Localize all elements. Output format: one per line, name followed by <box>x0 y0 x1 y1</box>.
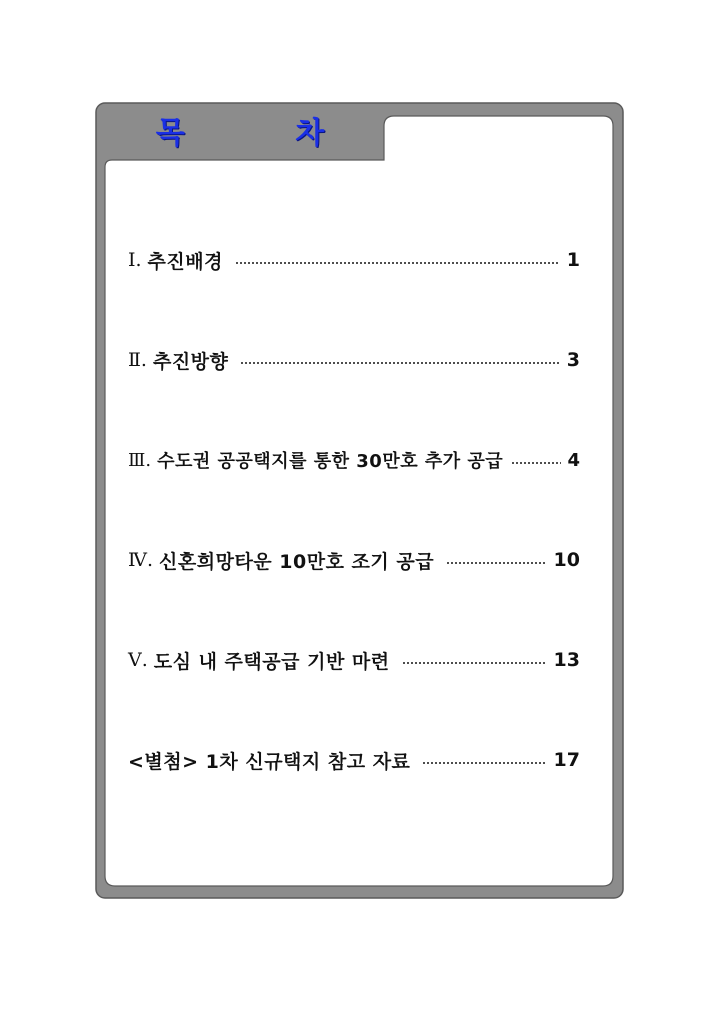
toc-entry-label: 추진배경 <box>147 250 223 273</box>
toc-entry[interactable] <box>128 638 580 682</box>
toc-entry-label: 수도권 공공택지를 통한 30만호 추가 공급 <box>157 451 504 472</box>
toc-entry-label: 신혼희망타운 10만호 조기 공급 <box>159 550 435 573</box>
toc-entry-page: 3 <box>566 349 580 371</box>
toc-entry-page: 10 <box>553 549 580 571</box>
dot-leader <box>511 462 561 464</box>
toc-entry-label: 도심 내 주택공급 기반 마련 <box>153 650 390 673</box>
toc-entry-page: 13 <box>553 649 580 671</box>
toc-entry-label: 추진방향 <box>152 350 229 373</box>
toc-entry-number: Ⅲ. <box>128 449 152 471</box>
dot-leader <box>446 562 545 564</box>
toc-entry[interactable] <box>128 538 580 582</box>
toc-entry[interactable] <box>128 438 580 482</box>
toc-entry[interactable] <box>128 238 580 282</box>
title-text: 목 차 <box>155 116 375 151</box>
dot-leader <box>402 662 546 664</box>
toc-entry-label: <별첨> 1차 신규택지 참고 자료 <box>128 750 411 773</box>
toc-entry-page: 4 <box>567 449 580 471</box>
dot-leader <box>235 262 559 264</box>
toc-entry-number: Ⅴ. <box>128 649 148 671</box>
toc-entry[interactable] <box>128 338 580 382</box>
dot-leader <box>422 762 545 764</box>
toc-entry-number: Ⅳ. <box>128 549 154 571</box>
toc-entry-page: 1 <box>566 249 580 271</box>
toc-entry-number: Ⅰ. <box>128 249 142 271</box>
dot-leader <box>240 362 558 364</box>
toc-entry-number: Ⅱ. <box>128 349 147 371</box>
toc-entry[interactable] <box>128 738 580 782</box>
toc-entry-page: 17 <box>553 749 580 771</box>
